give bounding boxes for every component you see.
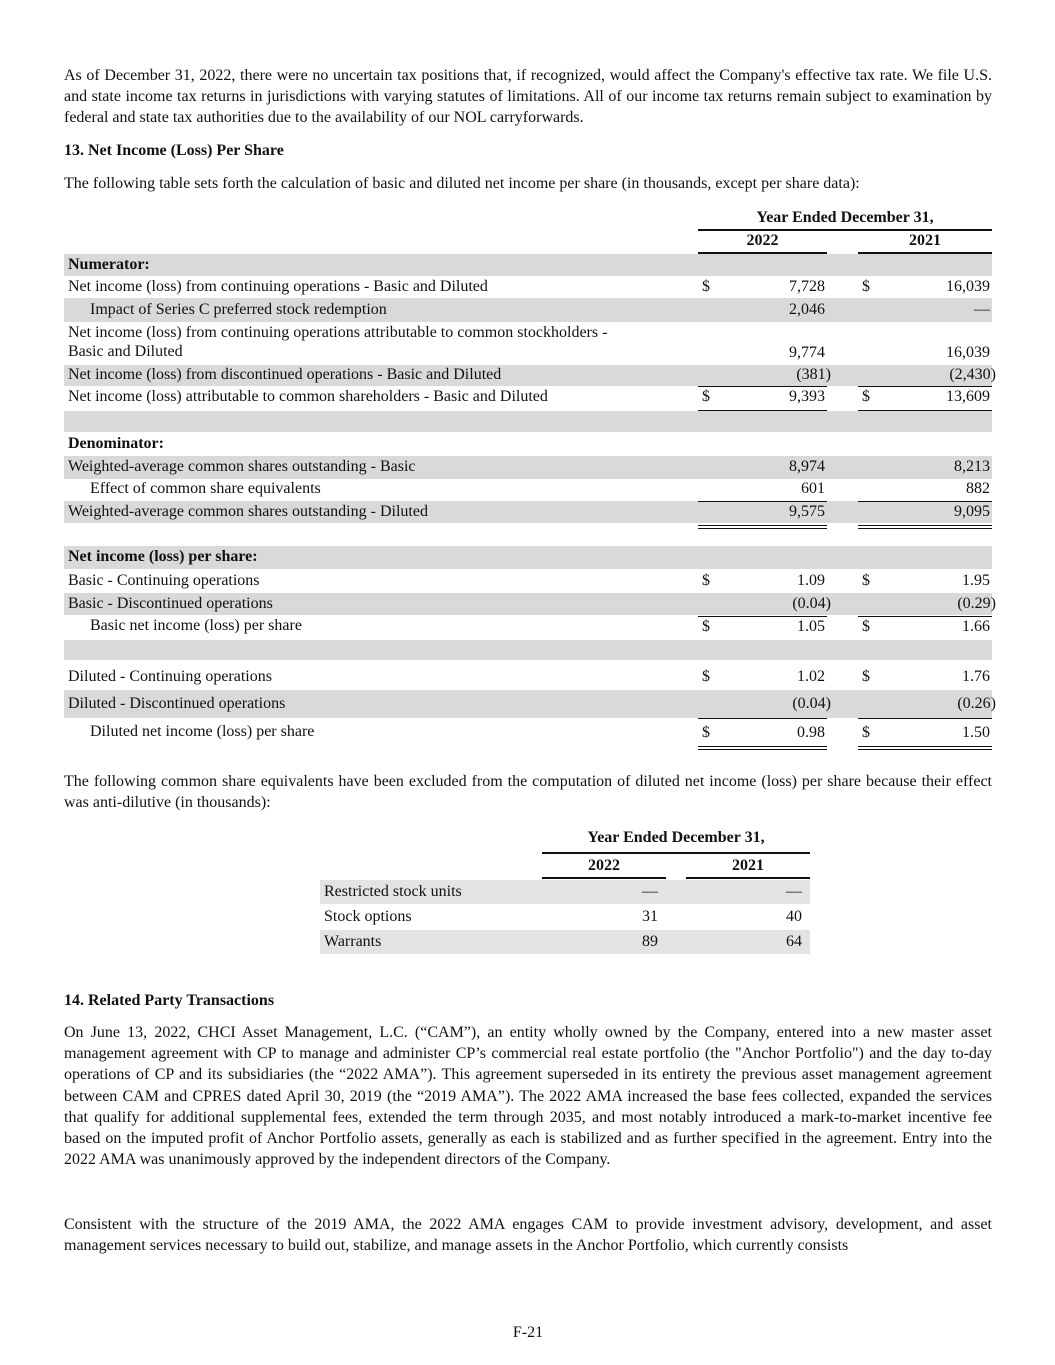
- table-row: Warrants 89 64: [320, 930, 810, 954]
- section-13-heading: 13. Net Income (Loss) Per Share: [64, 142, 284, 159]
- table-row: Impact of Series C preferred stock redemption 2,046 —: [64, 298, 992, 322]
- section-13-intro: The following table sets forth the calculation of basic and diluted net income per share (in thousands, except per share data):: [64, 175, 860, 192]
- table-row: Net income (loss) from discontinued operations - Basic and Diluted (381) (2,430): [64, 365, 992, 386]
- period-header: Year Ended December 31,: [756, 209, 934, 226]
- period-header: Year Ended December 31,: [587, 829, 765, 846]
- page-number: F-21: [512, 1324, 544, 1341]
- table-row-denominator: Denominator:: [68, 435, 164, 452]
- section-14-heading: 14. Related Party Transactions: [64, 992, 275, 1009]
- table-row-total: Net income (loss) attributable to common shareholders - Basic and Diluted $ 9,393 $ 13,609: [64, 386, 992, 408]
- header-rule: [542, 852, 810, 854]
- antidilutive-intro: The following common share equivalents have been excluded from the computation of diluted net income (loss) per share because their effect was anti-dilutive (in thousands):: [64, 773, 992, 812]
- table-row: Diluted - Discontinued operations (0.04) (0.26): [64, 690, 992, 718]
- table-row-total: Diluted net income (loss) per share $ 0.98 $ 1.50: [64, 718, 992, 744]
- year-header-2021: 2021: [686, 856, 810, 879]
- year-header-2022: 2022: [542, 856, 666, 879]
- table-row: Basic - Continuing operations $ 1.09 $ 1.95: [68, 572, 990, 589]
- table-row-total: Basic net income (loss) per share $ 1.05 $ 1.66: [64, 616, 992, 638]
- table-row-total: Weighted-average common shares outstanding - Diluted 9,575 9,095: [64, 501, 992, 523]
- year-header-2021: 2021: [858, 231, 992, 254]
- related-party-paragraph-1: On June 13, 2022, CHCI Asset Management, L.C. (“CAM”), an entity wholly owned by the Company, entered into a new master asset management agreement with CP to manage and administer CP’s commercial real estate portfolio (the "Anchor Portfolio") and the day to-day operations of CP and its subsidiaries (the “2022 AMA”). This agreement superseded in its entirety the previous asset management agreement between CAM and CPRES dated April 30, 2019 (the “2019 AMA”). The 2022 AMA increased the base fees collected, expanded the services that qualify for additional supplemental fees, extended the term through 2035, and most notably introduced a mark-to-market incentive fee based on the imputed profit of Anchor Portfolio assets, generally as each is stabilized and as further specified in the agreement. Entry into the 2022 AMA was unanimously approved by the independent directors of the Company.: [64, 1024, 992, 1169]
- table-row: Diluted - Continuing operations $ 1.02 $ 1.76: [68, 668, 990, 685]
- table-spacer-row: [64, 640, 992, 660]
- table-spacer-row: [64, 411, 992, 432]
- related-party-paragraph-2: Consistent with the structure of the 2019 AMA, the 2022 AMA engages CAM to provide investment advisory, development, and asset management services necessary to build out, stabilize, and manage assets in the Anchor Portfolio, which currently consists: [64, 1216, 992, 1255]
- year-header-2022: 2022: [698, 231, 827, 254]
- table-row: Net income (loss) from continuing operations - Basic and Diluted $ 7,728 $ 16,039: [68, 278, 990, 295]
- table-row: Restricted stock units — —: [320, 880, 810, 904]
- table-row: Net income (loss) from continuing operations attributable to common stockholders - Basic and Diluted 9,774 16,039: [68, 324, 990, 361]
- table-row: Basic - Discontinued operations (0.04) (0.29): [64, 593, 992, 615]
- table-row: Effect of common share equivalents 601 882: [90, 480, 990, 497]
- tax-positions-paragraph: As of December 31, 2022, there were no uncertain tax positions that, if recognized, would affect the Company's effective tax rate. We file U.S. and state income tax returns in jurisdictions with varying statutes of limitations. All of our income tax returns remain subject to examination by federal and state tax authorities due to the availability of our NOL carryforwards.: [64, 67, 992, 127]
- table-row-per-share: Net income (loss) per share:: [64, 546, 992, 569]
- table-row: Stock options 31 40: [324, 908, 802, 925]
- table-row: Weighted-average common shares outstanding - Basic 8,974 8,213: [64, 456, 992, 479]
- table-row-numerator: Numerator:: [64, 254, 992, 276]
